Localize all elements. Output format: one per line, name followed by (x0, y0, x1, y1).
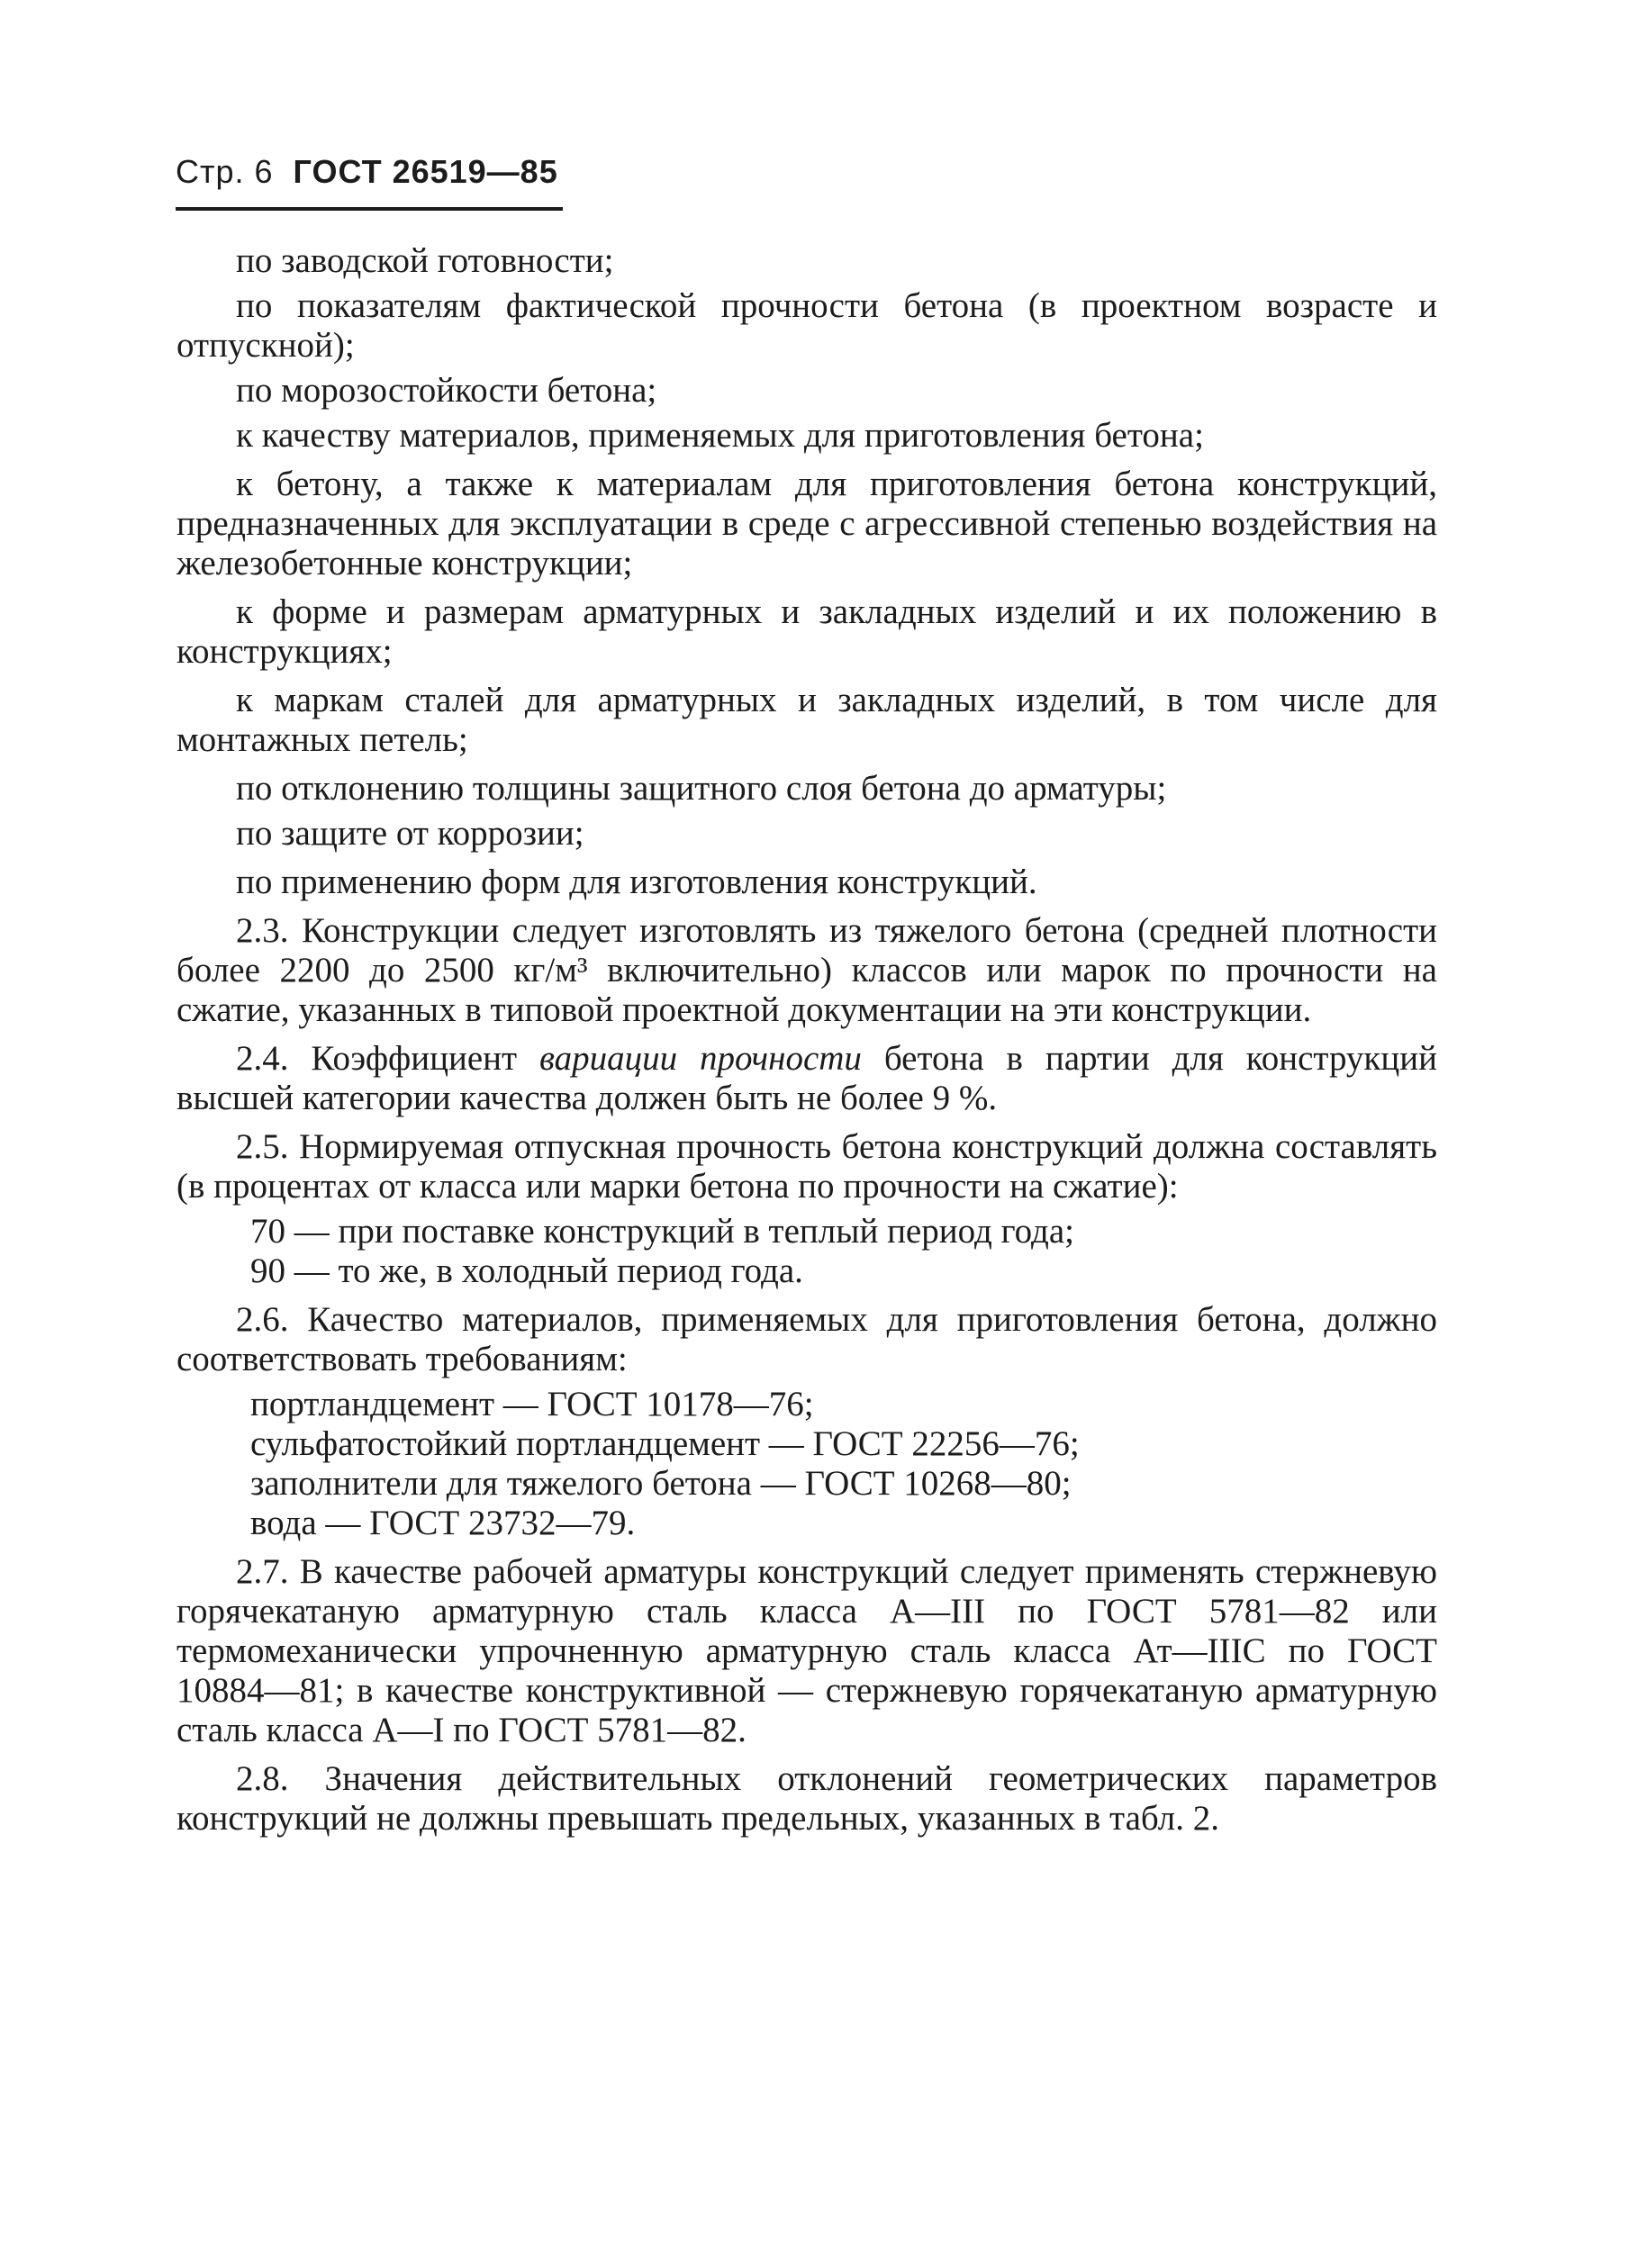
list-item: 70 — при поставке конструкций в теплый период года; (250, 1212, 1074, 1251)
list-item: 90 — то же, в холодный период года. (250, 1251, 803, 1290)
page-number: Стр. 6 (176, 153, 274, 190)
paragraph: к качеству материалов, применяемых для приготовления бетона; (236, 416, 1204, 455)
paragraph-2-5: 2.5. Нормируемая отпускная прочность бетона конструкций должна составлять (в процентах от класса или марки бетона по прочности на сжатие): (176, 1127, 1437, 1206)
paragraph: по морозостойкости бетона; (236, 371, 657, 410)
paragraph-2-7: 2.7. В качестве рабочей арматуры конструкций следует применять стержневую горячекатаную арматурную сталь класса А—III по ГОСТ 5781—82 или термомеханически упрочненную арматурную сталь класса Ат—IIIС по ГОСТ 10884—81; в качестве конструктивной — стержневую горячекатаную арматурную сталь класса А—I по ГОСТ 5781—82. (176, 1552, 1437, 1749)
paragraph: по отклонению толщины защитного слоя бетона до арматуры; (236, 769, 1167, 808)
paragraph-2-3: 2.3. Конструкции следует изготовлять из тяжелого бетона (средней плотности более 2200 до 2500 кг/м³ включительно) классов или марок по прочности на сжатие, указанных в типовой проектной документации на эти конструкции. (176, 911, 1437, 1029)
paragraph: к маркам сталей для арматурных и закладных изделий, в том числе для монтажных петель; (176, 681, 1437, 759)
paragraph-2-6: 2.6. Качество материалов, применяемых для приготовления бетона, должно соответствовать требованиям: (176, 1300, 1437, 1378)
document-code: ГОСТ 26519—85 (293, 153, 558, 190)
header-rule (176, 207, 563, 211)
paragraph: по защите от коррозии; (236, 814, 584, 853)
paragraph-2-4-emphasis: вариации прочности (538, 1039, 862, 1078)
paragraph-2-4-start: 2.4. Коэффициент (236, 1039, 539, 1078)
paragraph: по заводской готовности; (236, 241, 614, 280)
body-text (176, 241, 1437, 1844)
paragraph-2-4 (176, 1039, 1437, 1118)
paragraph: к форме и размерам арматурных и закладных изделий и их положению в конструкциях; (176, 592, 1437, 671)
paragraph-2-8: 2.8. Значения действительных отклонений геометрических параметров конструкций не должны превышать предельных, указанных в табл. 2. (176, 1759, 1437, 1838)
paragraph: по показателям фактической прочности бетона (в проектном возрасте и отпускной); (176, 286, 1437, 365)
list-item: заполнители для тяжелого бетона — ГОСТ 10268—80; (250, 1464, 1072, 1503)
list-item: сульфатостойкий портландцемент — ГОСТ 22256—76; (250, 1424, 1080, 1463)
paragraph-2-4-end: бетона в партии для конструкций высшей категории качества должен быть не более 9 %. (176, 1039, 1437, 1117)
paragraph: к бетону, а также к материалам для приготовления бетона конструкций, предназначенных для эксплуатации в среде с агрессивной степенью воздействия на железобетонные конструкции; (176, 465, 1437, 583)
paragraph: по применению форм для изготовления конструкций. (236, 863, 1037, 901)
list-item: вода — ГОСТ 23732—79. (250, 1504, 636, 1542)
list-item: портландцемент — ГОСТ 10178—76; (250, 1385, 814, 1423)
page-header (176, 153, 558, 191)
